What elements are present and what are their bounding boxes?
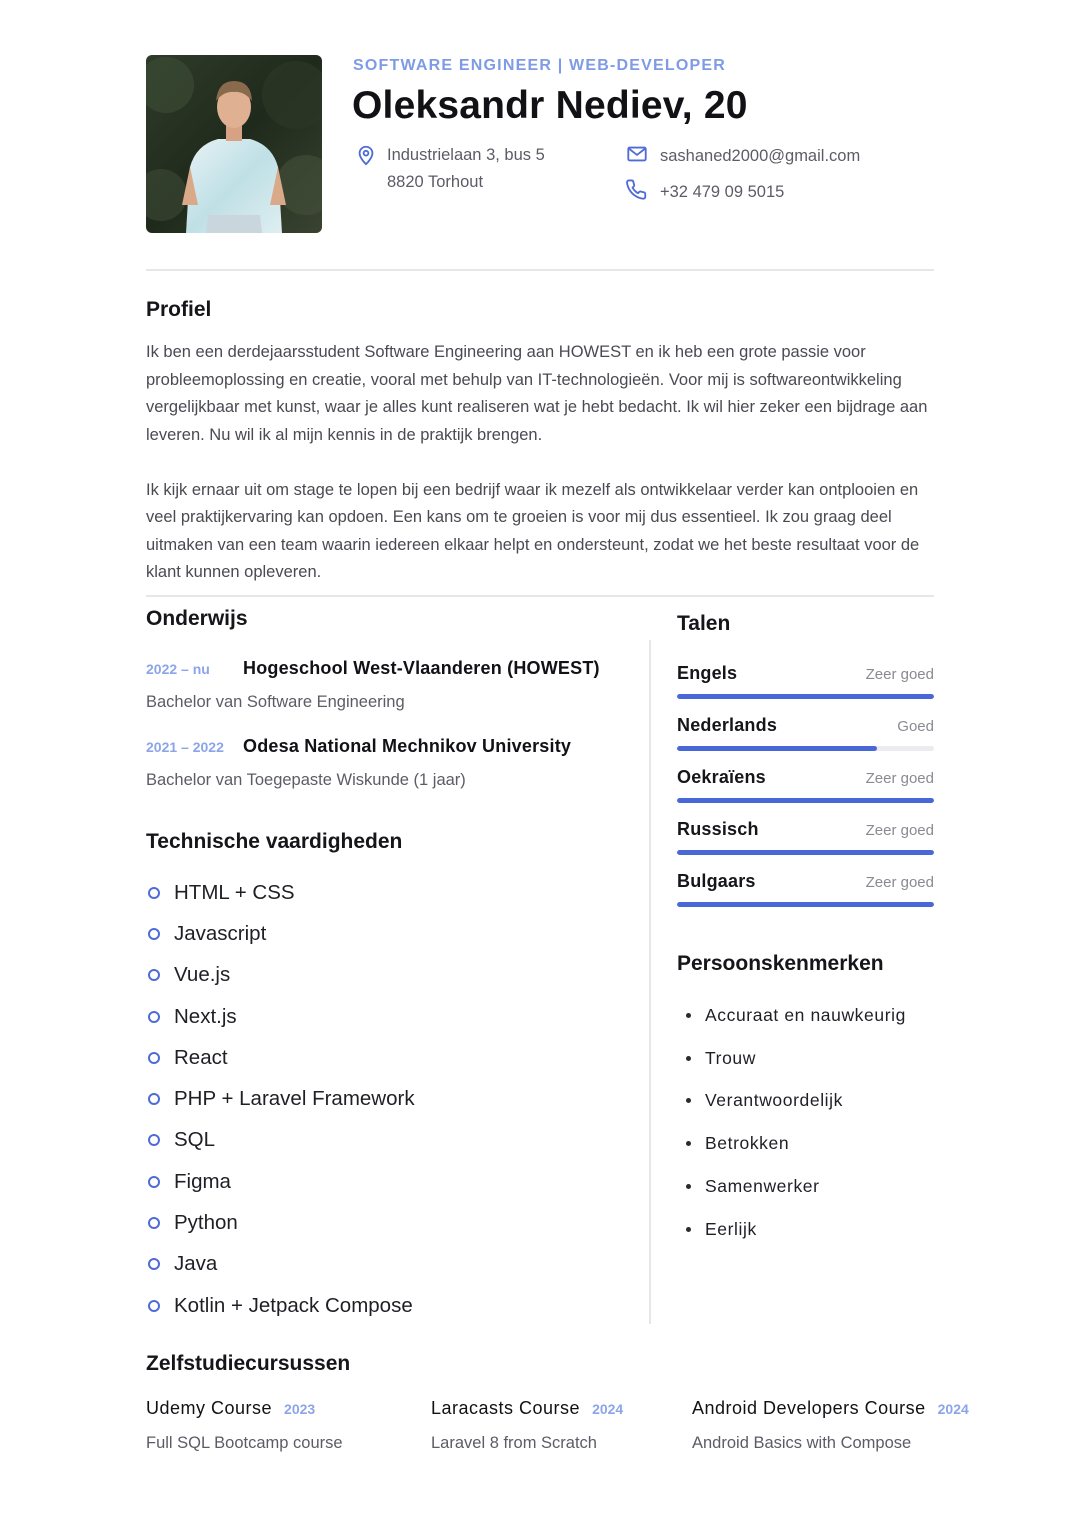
skill-item (146, 1037, 415, 1078)
bullet-icon (686, 1056, 691, 1061)
trait-item (686, 1037, 906, 1080)
skill-item (146, 1244, 415, 1285)
trait-label: Verantwoordelijk (705, 1090, 844, 1111)
address-line-2: 8820 Torhout (387, 173, 484, 191)
skill-label: Vue.js (174, 963, 231, 987)
course-name: Udemy Course (146, 1398, 273, 1418)
bullet-icon (686, 1141, 691, 1146)
ring-bullet-icon (148, 928, 160, 940)
bullet-icon (686, 1184, 691, 1189)
bullet-icon (686, 1013, 691, 1018)
course-name: Laracasts Course (431, 1398, 581, 1418)
ring-bullet-icon (148, 969, 160, 981)
profile-paragraph-1: Ik ben een derdejaarsstudent Software Engineering aan HOWEST en ik heb een grote passie voor probleemoplossing en creatie, vooral met behulp van IT-technologieën. Voor mij is softwareontwikkeling vergelijkbaar met kunst, waar je alles kunt realiseren wat je hebt bedacht. Ik wil hier zeker een bijdrage aan leveren. Nu wil ik al mijn kennis in de praktijk brengen. (146, 343, 928, 444)
trait-item (686, 1165, 906, 1208)
trait-item (686, 1208, 906, 1251)
language-bar (677, 798, 934, 803)
language-item (677, 715, 934, 751)
language-level: Goed (897, 718, 934, 735)
email[interactable] (626, 143, 860, 170)
header-divider (146, 269, 934, 271)
phone[interactable] (626, 179, 784, 206)
language-name: Bulgaars (677, 871, 756, 891)
skill-item (146, 872, 415, 913)
language-bar-fill (677, 746, 877, 751)
skill-item (146, 1161, 415, 1202)
language-level: Zeer goed (865, 874, 934, 891)
skill-label: PHP + Laravel Framework (174, 1087, 415, 1111)
education-item (146, 658, 600, 712)
skill-item (146, 1285, 415, 1326)
skill-label: Java (174, 1252, 218, 1276)
education-title: Onderwijs (146, 607, 248, 630)
skill-item (146, 1202, 415, 1243)
education-degree: Bachelor van Software Engineering (146, 693, 405, 711)
language-bar (677, 902, 934, 907)
course-year: 2024 (937, 1401, 969, 1417)
course-year: 2024 (592, 1401, 624, 1417)
language-bar-fill (677, 850, 934, 855)
column-divider (649, 640, 651, 1324)
trait-label: Samenwerker (705, 1176, 820, 1197)
location-pin-icon (355, 144, 377, 166)
language-item (677, 871, 934, 907)
education-school: Hogeschool West-Vlaanderen (HOWEST) (243, 658, 600, 678)
skill-item (146, 955, 415, 996)
skill-label: HTML + CSS (174, 880, 295, 904)
course-description: Full SQL Bootcamp course (146, 1434, 343, 1452)
traits-list (686, 994, 906, 1251)
language-item (677, 767, 934, 803)
trait-item (686, 1122, 906, 1165)
ring-bullet-icon (148, 1217, 160, 1229)
ring-bullet-icon (148, 1134, 160, 1146)
phone-icon (626, 179, 648, 201)
language-name: Engels (677, 663, 738, 683)
skill-item (146, 1120, 415, 1161)
ring-bullet-icon (148, 1011, 160, 1023)
job-title: SOFTWARE ENGINEER | WEB-DEVELOPER (353, 57, 726, 74)
education-years: 2022 – nu (146, 661, 210, 677)
mail-icon (626, 143, 648, 165)
skill-label: React (174, 1045, 228, 1069)
language-bar (677, 850, 934, 855)
trait-label: Accuraat en nauwkeurig (705, 1004, 906, 1025)
phone-text[interactable]: +32 479 09 5015 (660, 183, 785, 201)
education-years: 2021 – 2022 (146, 739, 224, 755)
full-name: Oleksandr Nediev, 20 (352, 84, 748, 127)
language-bar (677, 694, 934, 699)
ring-bullet-icon (148, 1258, 160, 1270)
bullet-icon (686, 1098, 691, 1103)
skills-title: Technische vaardigheden (146, 830, 403, 853)
course-item (431, 1398, 623, 1453)
skill-label: Python (174, 1211, 238, 1235)
language-level: Zeer goed (865, 666, 934, 683)
course-description: Android Basics with Compose (692, 1434, 912, 1452)
address-line-1: Industrielaan 3, bus 5 (387, 146, 545, 164)
address (355, 142, 545, 196)
skill-label: Figma (174, 1169, 231, 1193)
skill-label: SQL (174, 1128, 216, 1152)
skill-item (146, 1078, 415, 1119)
skill-label: Next.js (174, 1004, 237, 1028)
skills-list (146, 872, 415, 1326)
course-item (146, 1398, 343, 1453)
language-bar-fill (677, 694, 934, 699)
language-level: Zeer goed (865, 822, 934, 839)
language-item (677, 819, 934, 855)
trait-item (686, 994, 906, 1037)
language-bar-fill (677, 902, 934, 907)
trait-label: Trouw (705, 1047, 756, 1068)
language-bar (677, 746, 934, 751)
skill-item (146, 996, 415, 1037)
language-item (677, 663, 934, 699)
profile-text (146, 339, 936, 587)
course-item (692, 1398, 969, 1453)
traits-title: Persoonskenmerken (677, 952, 884, 975)
course-name: Android Developers Course (692, 1398, 926, 1418)
ring-bullet-icon (148, 1093, 160, 1105)
education-degree: Bachelor van Toegepaste Wiskunde (1 jaar) (146, 771, 466, 789)
email-text[interactable]: sashaned2000@gmail.com (660, 147, 861, 165)
profile-title: Profiel (146, 298, 212, 321)
course-year: 2023 (284, 1401, 316, 1417)
ring-bullet-icon (148, 1052, 160, 1064)
language-bar-fill (677, 798, 934, 803)
skill-label: Javascript (174, 921, 267, 945)
language-name: Nederlands (677, 715, 778, 735)
education-school: Odesa National Mechnikov University (243, 736, 572, 756)
skill-label: Kotlin + Jetpack Compose (174, 1293, 413, 1317)
profile-photo (146, 55, 322, 233)
ring-bullet-icon (148, 887, 160, 899)
trait-label: Eerlijk (705, 1218, 757, 1239)
skill-item (146, 913, 415, 954)
trait-label: Betrokken (705, 1133, 790, 1154)
bullet-icon (686, 1227, 691, 1232)
languages-title: Talen (677, 612, 731, 635)
education-item (146, 736, 571, 790)
language-level: Zeer goed (865, 770, 934, 787)
profile-divider (146, 595, 934, 597)
courses-title: Zelfstudiecursussen (146, 1352, 351, 1375)
language-name: Russisch (677, 819, 759, 839)
ring-bullet-icon (148, 1176, 160, 1188)
trait-item (686, 1080, 906, 1123)
ring-bullet-icon (148, 1300, 160, 1312)
course-description: Laravel 8 from Scratch (431, 1434, 597, 1452)
language-name: Oekraïens (677, 767, 766, 787)
profile-paragraph-2: Ik kijk ernaar uit om stage te lopen bij een bedrijf waar ik mezelf als ontwikkelaar verder kan ontplooien en veel praktijkervaring kan opdoen. Een kans om te groeien is voor mij dus essentieel. Ik zou graag deel uitmaken van een team waarin iedereen elkaar helpt en ondersteunt, zodat we het beste resultaat voor de klant kunnen opleveren. (146, 480, 920, 581)
